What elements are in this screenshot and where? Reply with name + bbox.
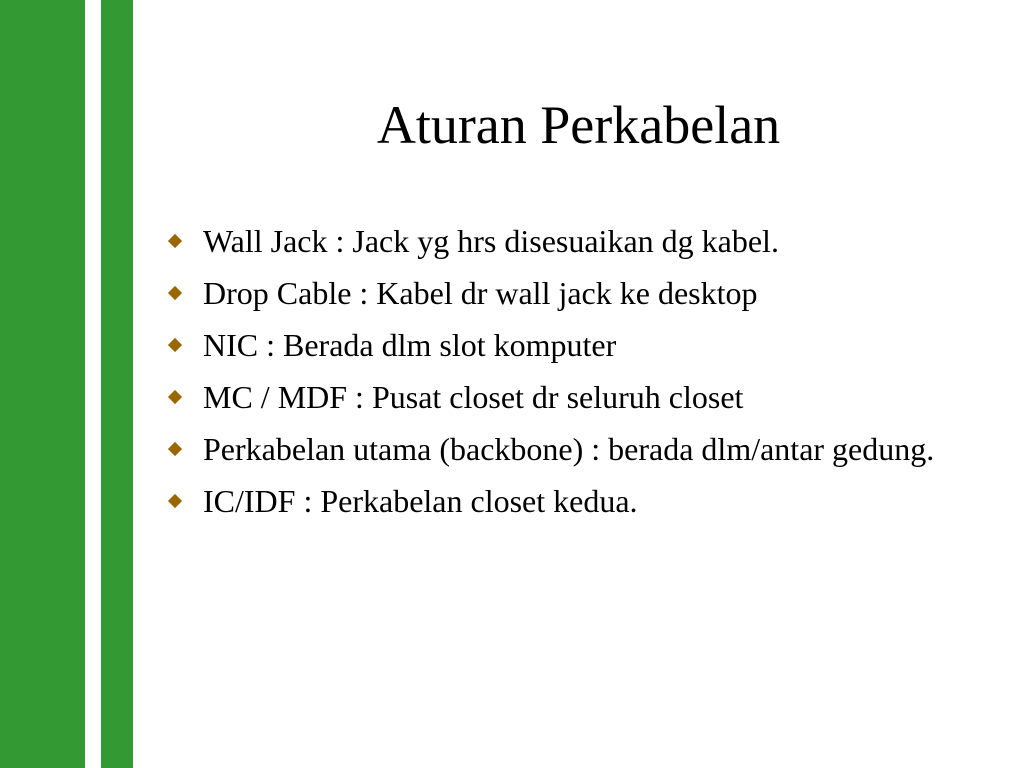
diamond-bullet-icon bbox=[168, 286, 182, 300]
bullet-item bbox=[168, 431, 998, 468]
bullet-item bbox=[168, 379, 998, 416]
diamond-bullet-icon bbox=[168, 494, 182, 508]
bullet-text: IC/IDF : Perkabelan closet kedua. bbox=[203, 483, 638, 519]
diamond-bullet-icon bbox=[168, 390, 182, 404]
bullet-text: Perkabelan utama (backbone) : berada dlm/antar gedung. bbox=[203, 431, 935, 467]
decorative-green-bar-wide bbox=[0, 0, 85, 768]
bullet-text: Wall Jack : Jack yg hrs disesuaikan dg kabel. bbox=[203, 223, 779, 259]
diamond-bullet-icon bbox=[168, 442, 182, 456]
bullet-item bbox=[168, 223, 998, 260]
bullet-item bbox=[168, 327, 998, 364]
bullet-item bbox=[168, 275, 998, 312]
decorative-green-bar-narrow bbox=[101, 0, 133, 768]
bullet-list bbox=[168, 223, 998, 535]
diamond-bullet-icon bbox=[168, 234, 182, 248]
bullet-text: NIC : Berada dlm slot komputer bbox=[203, 327, 617, 363]
bullet-text: Drop Cable : Kabel dr wall jack ke desktop bbox=[203, 275, 758, 311]
bullet-item bbox=[168, 483, 998, 520]
slide-title: Aturan Perkabelan bbox=[376, 95, 781, 155]
diamond-bullet-icon bbox=[168, 338, 182, 352]
bullet-text: MC / MDF : Pusat closet dr seluruh closet bbox=[203, 379, 744, 415]
